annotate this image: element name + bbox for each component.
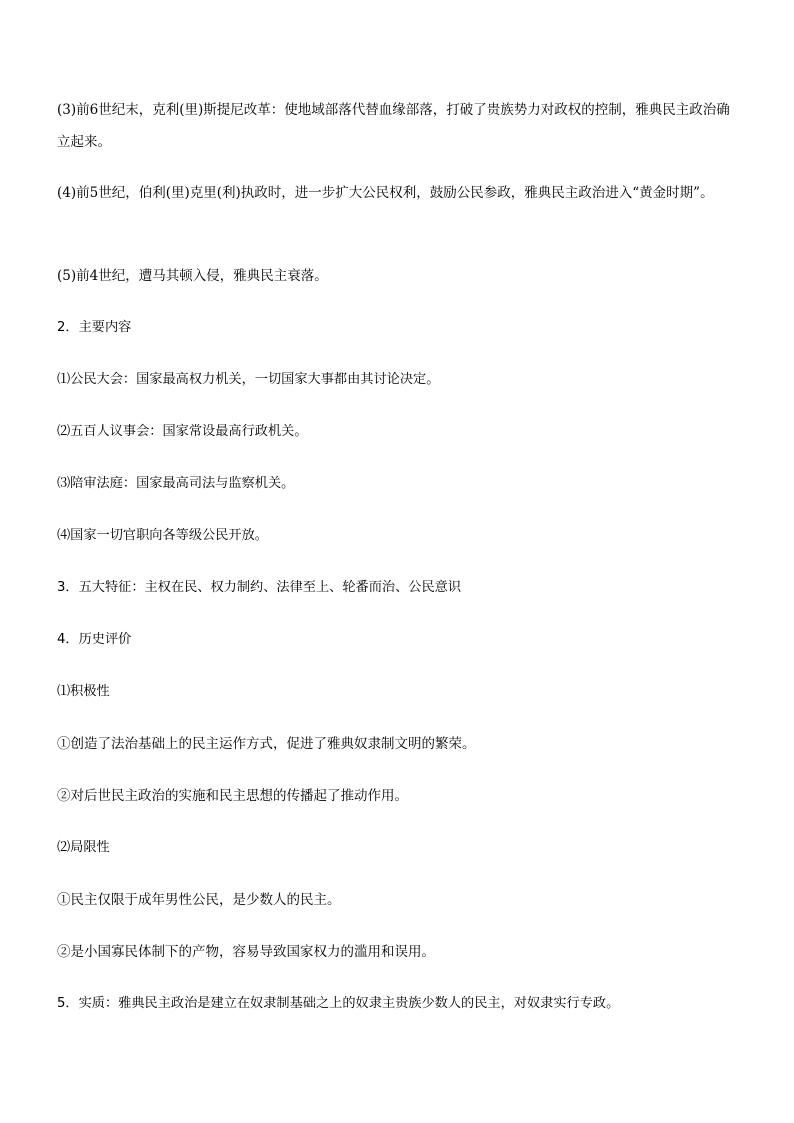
- paragraph-offices-open: ⑷国家一切官职向各等级公民开放。: [57, 528, 268, 543]
- paragraph-pericles-era: (4)前5世纪，伯利(里)克里(利)执政时，进一步扩大公民权利，鼓励公民参政，雅典民主政治进入“黄金时期”。: [57, 185, 714, 201]
- paragraph-jury-court: ⑶陪审法庭：国家最高司法与监察机关。: [57, 476, 295, 491]
- paragraph-limitation-2: ②是小国寡民体制下的产物，容易导致国家权力的滥用和误用。: [57, 944, 435, 960]
- subheading-limitations: ⑵局限性: [57, 840, 110, 855]
- paragraph-cleisthenes-reform: (3)前6世纪末，克利(里)斯提尼改革：使地域部落代替血缘部落，打破了贵族势力对政权的控制，雅典民主政治确立起来。: [57, 102, 730, 150]
- paragraph-limitation-1: ①民主仅限于成年男性公民，是少数人的民主。: [57, 892, 341, 908]
- paragraph-decline: (5)前4世纪，遭马其顿入侵，雅典民主衰落。: [57, 268, 328, 284]
- section-heading-essence: 5．实质：雅典民主政治是建立在奴隶制基础之上的奴隶主贵族少数人的民主，对奴隶实行专政。: [57, 996, 620, 1011]
- paragraph-positive-2: ②对后世民主政治的实施和民主思想的传播起了推动作用。: [57, 788, 408, 804]
- section-heading-main-content: 2．主要内容: [57, 320, 132, 335]
- subheading-positive: ⑴积极性: [57, 684, 110, 699]
- paragraph-assembly: ⑴公民大会：国家最高权力机关，一切国家大事都由其讨论决定。: [57, 372, 440, 387]
- paragraph-positive-1: ①创造了法治基础上的民主运作方式，促进了雅典奴隶制文明的繁荣。: [57, 736, 476, 752]
- section-heading-evaluation: 4．历史评价: [57, 632, 132, 647]
- section-heading-five-features: 3．五大特征：主权在民、权力制约、法律至上、轮番而治、公民意识: [57, 580, 462, 595]
- paragraph-council-of-500: ⑵五百人议事会：国家常设最高行政机关。: [57, 424, 308, 439]
